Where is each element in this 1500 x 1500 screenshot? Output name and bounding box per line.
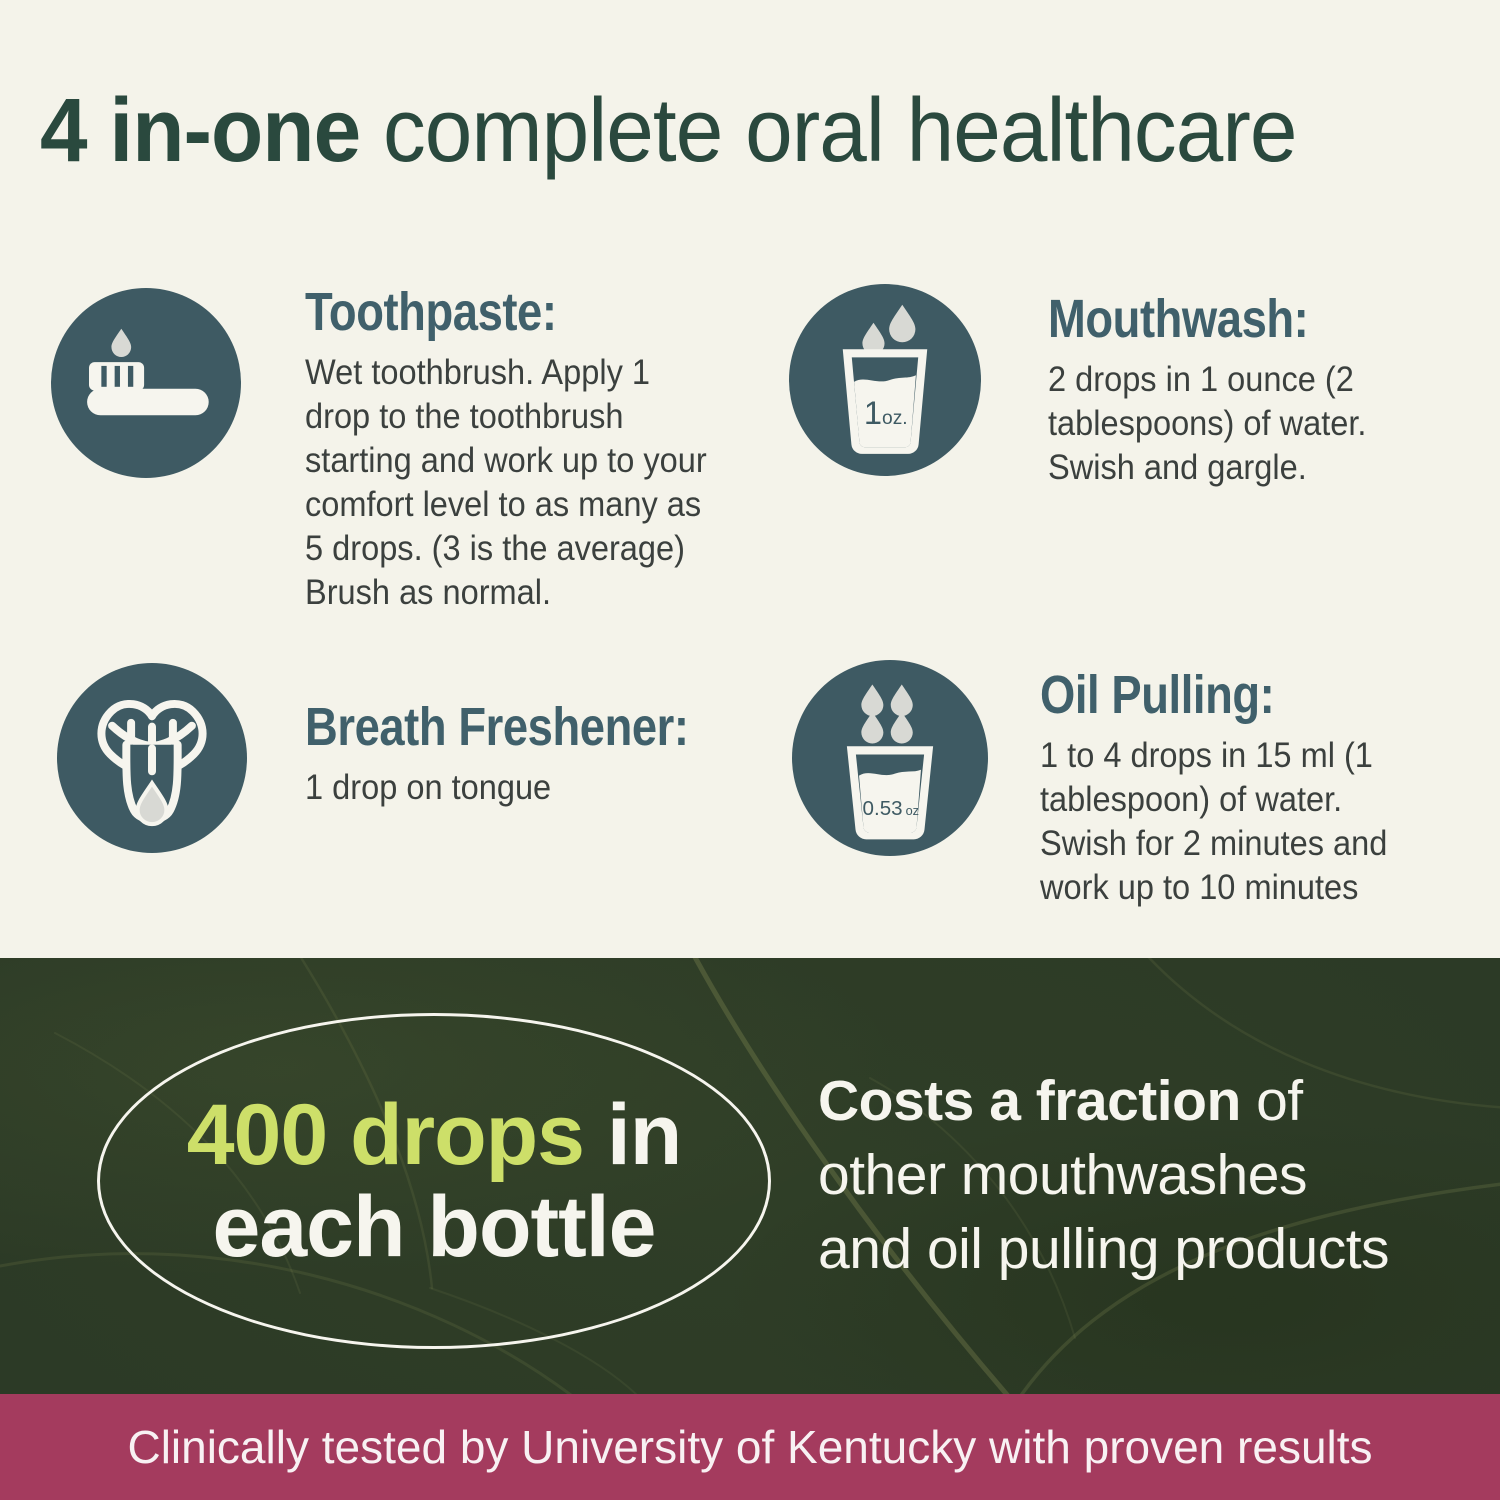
body-line: Swish for 2 minutes and <box>1040 824 1388 863</box>
body-line: 1 drop on tongue <box>305 768 552 807</box>
body-line: 5 drops. (3 is the average) <box>305 529 685 568</box>
body-line: starting and work up to your <box>305 441 707 480</box>
drops-line-1-rest: in <box>583 1087 682 1183</box>
water-glass-four-drops-icon <box>792 660 988 856</box>
drops-count-highlight: 400 drops <box>186 1087 584 1183</box>
glass-volume-amount: 1 <box>863 394 883 432</box>
page-title-rest: complete oral healthcare <box>360 81 1297 181</box>
tongue-with-drop-icon <box>57 663 247 853</box>
mouthwash-section <box>1048 288 1390 490</box>
body-line: Wet toothbrush. Apply 1 <box>305 353 651 392</box>
clinical-claim-text: Clinically tested by University of Kentucky with proven results <box>127 1421 1373 1473</box>
body-line: Brush as normal. <box>305 573 552 612</box>
toothbrush-with-drop-icon <box>51 288 241 478</box>
costs-text <box>818 1064 1389 1286</box>
costs-line-1-rest: of <box>1240 1069 1303 1133</box>
toothpaste-body <box>305 351 707 615</box>
leaf-banner <box>0 958 1500 1394</box>
breath-freshener-body <box>305 766 730 810</box>
body-line: drop to the toothbrush <box>305 397 624 436</box>
glass-volume-unit: oz. <box>882 408 908 430</box>
drops-ellipse <box>97 1013 771 1349</box>
water-glass-two-drops-icon <box>789 284 981 476</box>
body-line: tablespoons) of water. <box>1048 404 1367 443</box>
breath-freshener-heading: Breath Freshener: <box>305 697 689 757</box>
body-line: work up to 10 minutes <box>1040 868 1359 907</box>
glass-volume-unit: oz <box>905 802 920 818</box>
body-line: comfort level to as many as <box>305 485 702 524</box>
mouthwash-icon-circle <box>789 284 981 476</box>
glass-volume-amount: 0.53 <box>862 796 903 820</box>
mouthwash-body <box>1048 358 1366 490</box>
costs-bold: Costs a fraction <box>818 1069 1241 1133</box>
toothpaste-icon-circle <box>51 288 241 478</box>
body-line: 2 drops in 1 ounce (2 <box>1048 360 1354 399</box>
body-line: 1 to 4 drops in 15 ml (1 <box>1040 736 1373 775</box>
oil-pulling-icon-circle <box>792 660 988 856</box>
body-line: tablespoon) of water. <box>1040 780 1343 819</box>
breath-freshener-section <box>305 696 762 810</box>
page-title <box>40 81 1297 181</box>
breath-freshener-icon-circle <box>57 663 247 853</box>
drops-line-1 <box>187 1089 682 1181</box>
body-line: Swish and gargle. <box>1048 448 1307 487</box>
page-title-bold: 4 in-one <box>40 81 361 181</box>
costs-line-1 <box>818 1064 1389 1138</box>
toothpaste-heading: Toothpaste: <box>305 282 557 342</box>
oil-pulling-section <box>1040 664 1414 910</box>
toothpaste-section <box>305 281 737 615</box>
costs-line-3: and oil pulling products <box>818 1217 1390 1281</box>
clinical-claim-bar <box>0 1394 1500 1500</box>
oil-pulling-body <box>1040 734 1387 910</box>
mouthwash-heading: Mouthwash: <box>1048 289 1309 349</box>
oil-pulling-heading: Oil Pulling: <box>1040 665 1275 725</box>
costs-line-2: other mouthwashes <box>818 1143 1307 1207</box>
drops-line-2: each bottle <box>212 1179 656 1275</box>
